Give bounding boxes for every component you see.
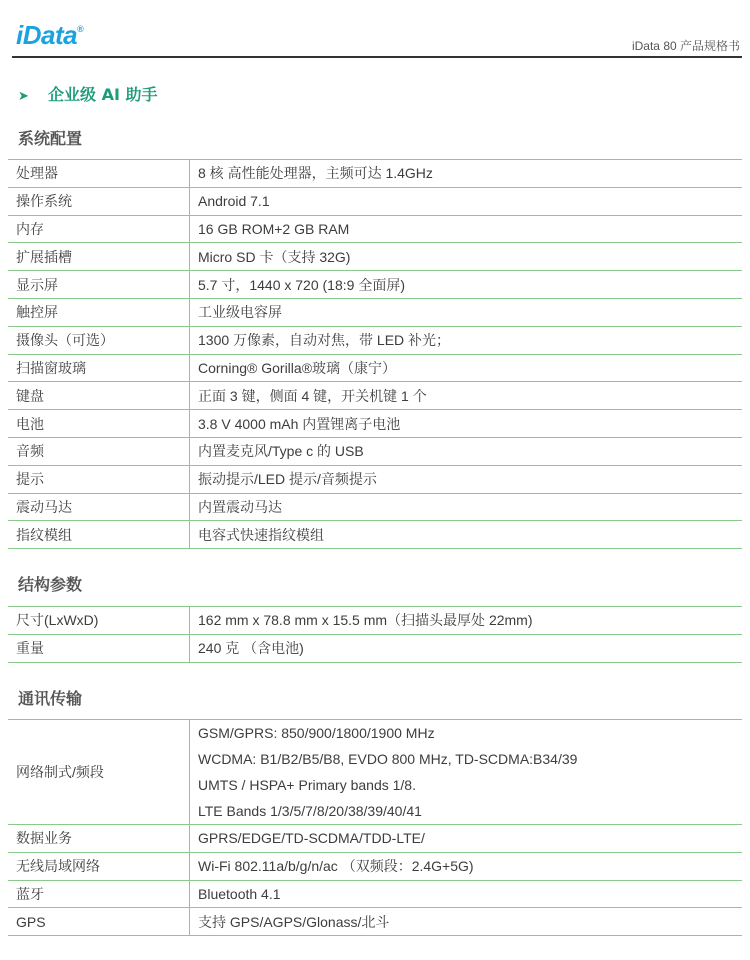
document-title: iData 80 产品规格书 [631, 39, 740, 53]
spec-key: 键盘 [8, 382, 190, 410]
arrow-right-icon: ➤ [18, 89, 29, 104]
spec-value: 内置麦克风/Type c 的 USB [190, 437, 743, 465]
spec-key: 网络制式/频段 [8, 720, 190, 825]
table-row [8, 437, 742, 465]
table-row [8, 187, 742, 215]
table-row [8, 852, 742, 880]
spec-value: Bluetooth 4.1 [190, 880, 743, 908]
group-title-structure: 结构参数 [18, 575, 83, 594]
idata-logo: iData® [16, 20, 84, 50]
spec-value: GPRS/EDGE/TD-SCDMA/TDD-LTE/ [190, 825, 743, 853]
table-row [8, 326, 742, 354]
spec-key: 扩展插槽 [8, 243, 190, 271]
table-row [8, 160, 742, 188]
spec-value: 工业级电容屏 [190, 298, 743, 326]
spec-key: 提示 [8, 465, 190, 493]
spec-key: 震动马达 [8, 493, 190, 521]
network-line: GSM/GPRS: 850/900/1800/1900 MHz [198, 725, 435, 741]
spec-value: 内置震动马达 [190, 493, 743, 521]
table-row [8, 354, 742, 382]
section-heading [18, 82, 157, 106]
spec-key: 数据业务 [8, 825, 190, 853]
header-divider [12, 56, 742, 58]
network-line: UMTS / HSPA+ Primary bands 1/8. [198, 777, 416, 793]
spec-key: 尺寸(LxWxD) [8, 607, 190, 635]
spec-key: 音频 [8, 437, 190, 465]
table-row-network [8, 720, 742, 825]
table-row [8, 410, 742, 438]
spec-key: 重量 [8, 634, 190, 662]
spec-value: 正面 3 键，侧面 4 键，开关机键 1 个 [190, 382, 743, 410]
network-line: LTE Bands 1/3/5/7/8/20/38/39/40/41 [198, 803, 422, 819]
section-title: 企业级 AI 助手 [48, 85, 158, 104]
spec-value: Corning® Gorilla®玻璃（康宁） [190, 354, 743, 382]
group-title-system: 系统配置 [18, 129, 83, 148]
spec-value: 5.7 寸，1440 x 720 (18:9 全面屏) [190, 271, 743, 299]
spec-value: 3.8 V 4000 mAh 内置锂离子电池 [190, 410, 743, 438]
table-row [8, 880, 742, 908]
table-row [8, 607, 742, 635]
spec-key: 扫描窗玻璃 [8, 354, 190, 382]
spec-key: GPS [8, 908, 190, 936]
communication-table [8, 719, 742, 936]
spec-value: 电容式快速指纹模组 [190, 521, 743, 549]
table-row [8, 215, 742, 243]
table-row [8, 634, 742, 662]
spec-value: Wi-Fi 802.11a/b/g/n/ac （双频段：2.4G+5G) [190, 852, 743, 880]
table-row [8, 493, 742, 521]
spec-value: 振动提示/LED 提示/音频提示 [190, 465, 743, 493]
structure-table [8, 606, 742, 663]
spec-key: 内存 [8, 215, 190, 243]
table-row [8, 298, 742, 326]
system-config-table [8, 159, 742, 549]
table-row [8, 243, 742, 271]
table-row [8, 382, 742, 410]
spec-value: Android 7.1 [190, 187, 743, 215]
spec-key: 操作系统 [8, 187, 190, 215]
spec-value-network [190, 720, 743, 825]
spec-key: 无线局域网络 [8, 852, 190, 880]
page-header [0, 0, 750, 62]
spec-key: 蓝牙 [8, 880, 190, 908]
spec-value: Micro SD 卡（支持 32G) [190, 243, 743, 271]
spec-key: 显示屏 [8, 271, 190, 299]
spec-value: 162 mm x 78.8 mm x 15.5 mm（扫描头最厚处 22mm) [190, 607, 743, 635]
spec-value: 8 核 高性能处理器，主频可达 1.4GHz [190, 160, 743, 188]
spec-value: 240 克 （含电池) [190, 634, 743, 662]
table-row [8, 465, 742, 493]
table-row [8, 825, 742, 853]
spec-key: 处理器 [8, 160, 190, 188]
group-title-communication: 通讯传输 [18, 689, 83, 708]
spec-key: 触控屏 [8, 298, 190, 326]
spec-value: 支持 GPS/AGPS/Glonass/北斗 [190, 908, 743, 936]
network-line: WCDMA: B1/B2/B5/B8, EVDO 800 MHz, TD-SCDMA:B34/39 [198, 751, 578, 767]
spec-key: 摄像头（可选） [8, 326, 190, 354]
spec-value: 1300 万像素，自动对焦，带 LED 补光； [190, 326, 743, 354]
spec-key: 指纹模组 [8, 521, 190, 549]
table-row [8, 271, 742, 299]
spec-key: 电池 [8, 410, 190, 438]
spec-value: 16 GB ROM+2 GB RAM [190, 215, 743, 243]
table-row [8, 521, 742, 549]
table-row [8, 908, 742, 936]
